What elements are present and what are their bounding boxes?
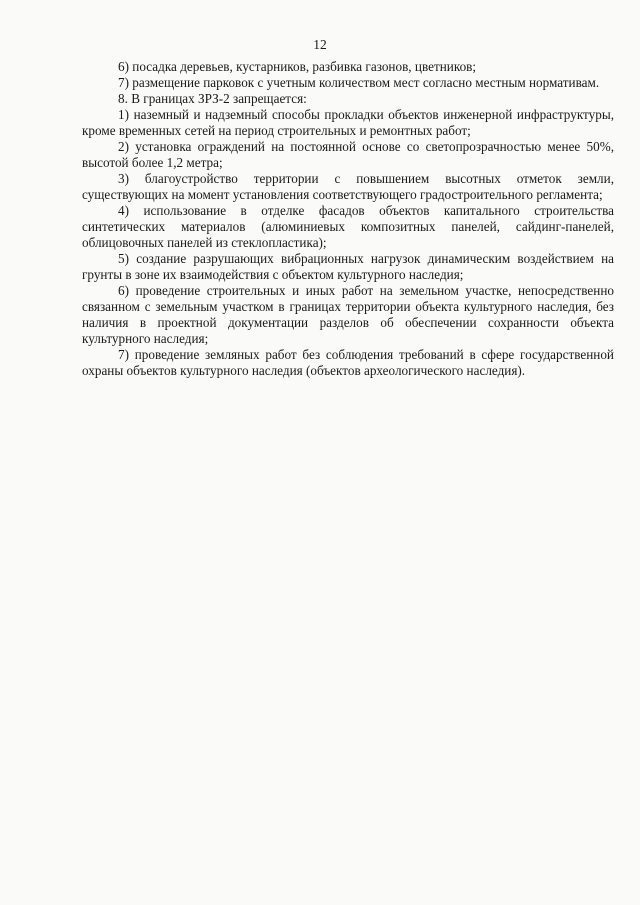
section-heading-8: 8. В границах ЗРЗ-2 запрещается:	[118, 91, 307, 106]
prohibition-item-7: 7) проведение земляных работ без соблюдения требований в сфере государственной охраны объектов культурного наследия (объектов археологического наследия).	[82, 347, 614, 378]
prohibition-item-2: 2) установка ограждений на постоянной основе со светопрозрачностью менее 50%, высотой более 1,2 метра;	[82, 139, 614, 170]
prohibition-item-3: 3) благоустройство территории с повышением высотных отметок земли, существующих на момент установления соответствующего градостроительного регламента;	[82, 171, 614, 202]
prohibition-item-1: 1) наземный и надземный способы прокладки объектов инженерной инфраструктуры, кроме временных сетей на период строительных и ремонтных работ;	[82, 107, 614, 138]
prohibition-item-6: 6) проведение строительных и иных работ на земельном участке, непосредственно связанном с земельным участком в границах территории объекта культурного наследия, без наличия в проектной документации разделов об обеспечении сохранности объекта культурного наследия;	[82, 283, 614, 346]
paragraph-item-6: 6) посадка деревьев, кустарников, разбивка газонов, цветников;	[118, 59, 477, 74]
document-body	[82, 59, 614, 379]
prohibition-item-4: 4) использование в отделке фасадов объектов капитального строительства синтетических материалов (алюминиевых композитных панелей, сайдинг-панелей, облицовочных панелей из стеклопластика);	[82, 203, 614, 250]
prohibition-item-5: 5) создание разрушающих вибрационных нагрузок динамическим воздействием на грунты в зоне их взаимодействия с объектом культурного наследия;	[82, 251, 614, 282]
paragraph-item-7: 7) размещение парковок с учетным количеством мест согласно местным нормативам.	[118, 75, 600, 90]
page-number: 12	[313, 37, 327, 52]
